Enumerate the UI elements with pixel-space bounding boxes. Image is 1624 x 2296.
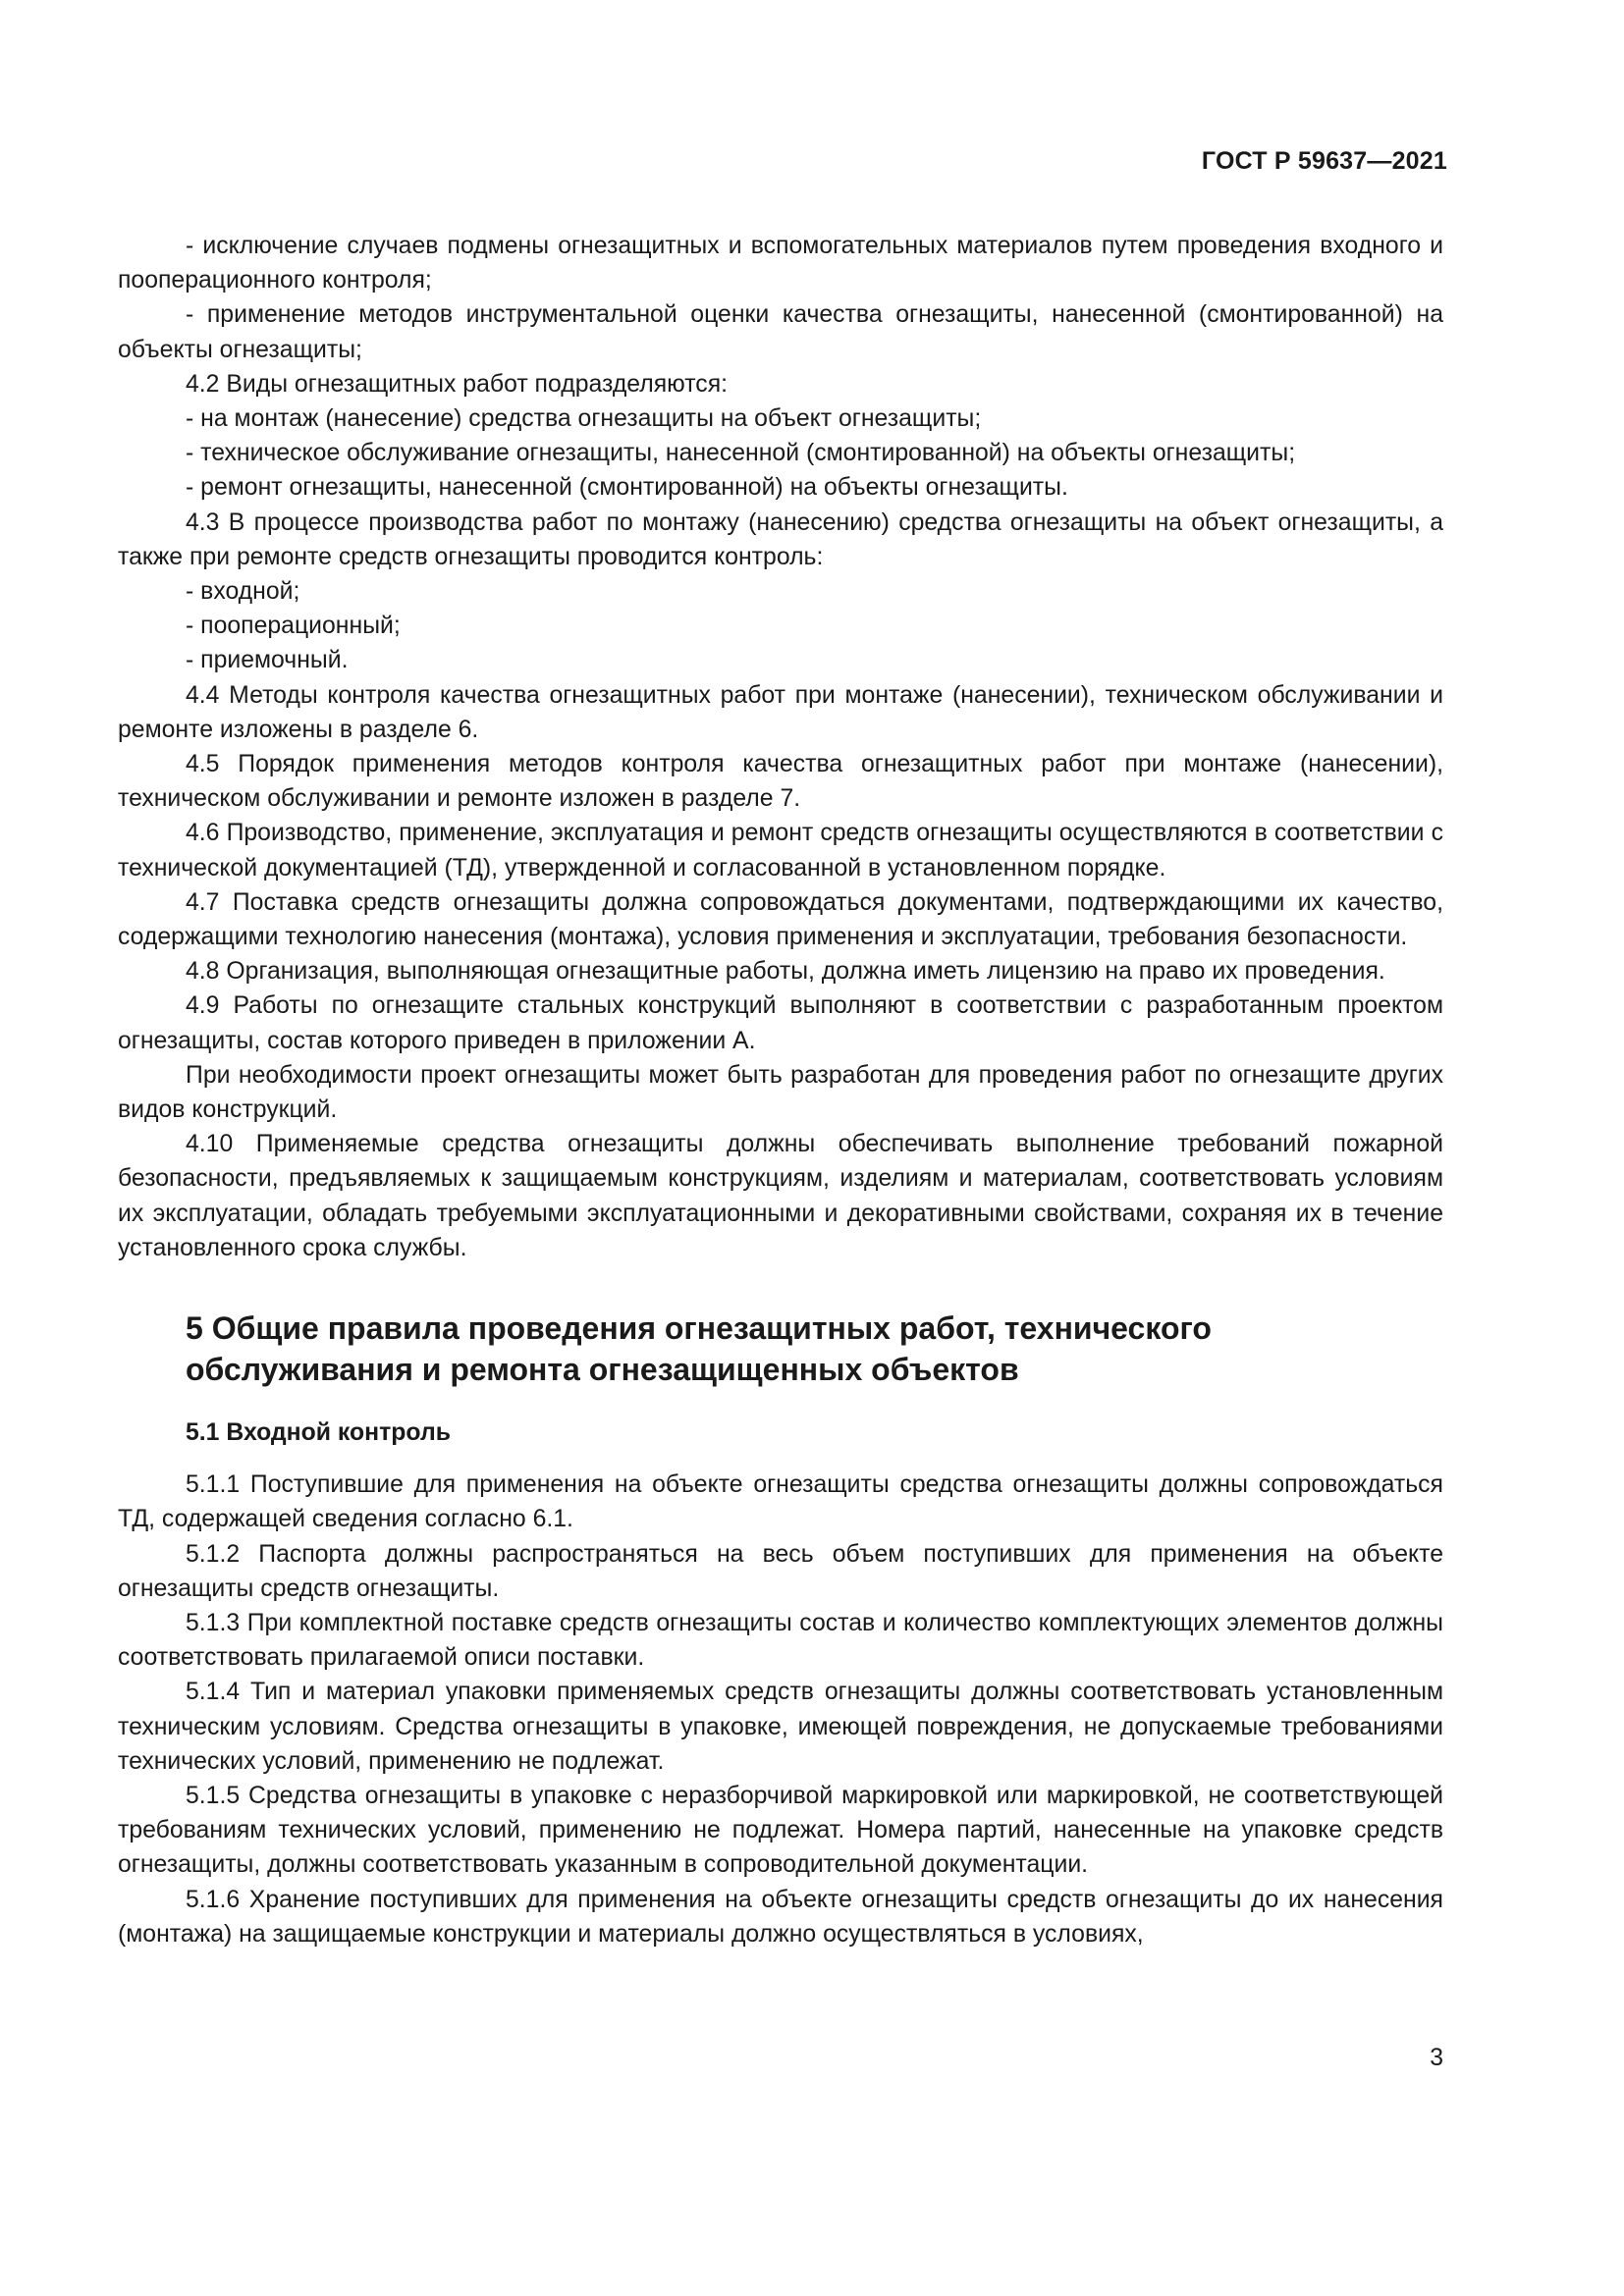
paragraph: 5.1.3 При комплектной поставке средств огнезащиты состав и количество комплектующих элементов должны соответствовать прилагаемой описи поставки. (118, 1609, 1443, 1672)
paragraph: 4.5 Порядок применения методов контроля качества огнезащитных работ при монтаже (нанесении), техническом обслуживании и ремонте изложен в разделе 7. (118, 751, 1443, 813)
paragraph: 5.1.6 Хранение поступивших для применения на объекте огнезащиты средств огнезащиты до их нанесения (монтажа) на защищаемые конструкции и материалы должно осуществляться в условиях, (118, 1886, 1443, 1948)
paragraph: - применение методов инструментальной оценки качества огнезащиты, нанесенной (смонтированной) на объекты огнезащиты; (118, 301, 1443, 363)
subsection-5-1-title: 5.1 Входной контроль (186, 1419, 451, 1447)
page-number: 3 (1430, 2045, 1443, 2071)
paragraph: - на монтаж (нанесение) средства огнезащиты на объект огнезащиты; (186, 405, 982, 433)
section-title-line: обслуживания и ремонта огнезащищенных объектов (186, 1352, 1019, 1388)
paragraph: 4.4 Методы контроля качества огнезащитных работ при монтаже (нанесении), техническом обслуживании и ремонте изложены в разделе 6. (118, 681, 1443, 743)
paragraph: 5.1.4 Тип и материал упаковки применяемых средств огнезащиты должны соответствовать установленным техническим условиям. Средства огнезащиты в упаковке, имеющей повреждения, не допускаемые требованиями технических условий, применению не подлежат. (118, 1679, 1443, 1775)
paragraph: 4.3 В процессе производства работ по монтажу (нанесению) средства огнезащиты на объект огнезащиты, а также при ремонте средств огнезащиты проводится контроль: (118, 508, 1443, 570)
paragraph: 5.1.2 Паспорта должны распространяться на весь объем поступивших для применения на объекте огнезащиты средств огнезащиты. (118, 1540, 1443, 1602)
paragraph: - пооперационный; (186, 613, 401, 640)
paragraph: - ремонт огнезащиты, нанесенной (смонтированной) на объекты огнезащиты. (186, 474, 1068, 502)
paragraph: 5.1.5 Средства огнезащиты в упаковке с неразборчивой маркировкой или маркировкой, не соответствующей требованиям технических условий, применению не подлежат. Номера партий, нанесенные на упаковке средств огнезащиты, должны соответствовать указанным в сопроводительной документации. (118, 1782, 1443, 1879)
paragraph: 5.1.1 Поступившие для применения на объекте огнезащиты средства огнезащиты должны сопровождаться ТД, содержащей сведения согласно 6.1. (118, 1471, 1443, 1533)
paragraph: 4.8 Организация, выполняющая огнезащитные работы, должна иметь лицензию на право их проведения. (186, 958, 1385, 986)
paragraph: 4.9 Работы по огнезащите стальных конструкций выполняют в соответствии с разработанным проектом огнезащиты, состав которого приведен в приложении А. (118, 992, 1443, 1054)
paragraph: 4.10 Применяемые средства огнезащиты должны обеспечивать выполнение требований пожарной безопасности, предъявляемых к защищаемым конструкциям, изделиям и материалам, соответствовать условиям их эксплуатации, обладать требуемыми эксплуатационными и декоративными свойствами, сохраняя их в течение установленного срока службы. (118, 1131, 1443, 1261)
section-5-title (118, 1308, 1443, 1390)
section-title-line: 5 Общие правила проведения огнезащитных работ, технического (186, 1310, 1212, 1347)
paragraph: При необходимости проект огнезащиты может быть разработан для проведения работ по огнезащите других видов конструкций. (118, 1061, 1443, 1124)
paragraph: 4.7 Поставка средств огнезащиты должна сопровождаться документами, подтверждающими их качество, содержащими технологию нанесения (монтажа), условия применения и эксплуатации, требования безопасности. (118, 888, 1443, 951)
standard-header: ГОСТ Р 59637—2021 (1201, 147, 1447, 175)
paragraph: - приемочный. (186, 647, 349, 674)
document-body (118, 229, 1443, 1951)
paragraph: 4.2 Виды огнезащитных работ подразделяются: (186, 370, 729, 398)
paragraph: - исключение случаев подмены огнезащитных и вспомогательных материалов путем проведения входного и пооперационного контроля; (118, 233, 1443, 294)
paragraph: 4.6 Производство, применение, эксплуатация и ремонт средств огнезащиты осуществляются в соответствии с технической документацией (ТД), утвержденной и согласованной в установленном порядке. (118, 820, 1443, 881)
paragraph: - входной; (186, 578, 300, 606)
paragraph: - техническое обслуживание огнезащиты, нанесенной (смонтированной) на объекты огнезащиты; (186, 440, 1296, 467)
